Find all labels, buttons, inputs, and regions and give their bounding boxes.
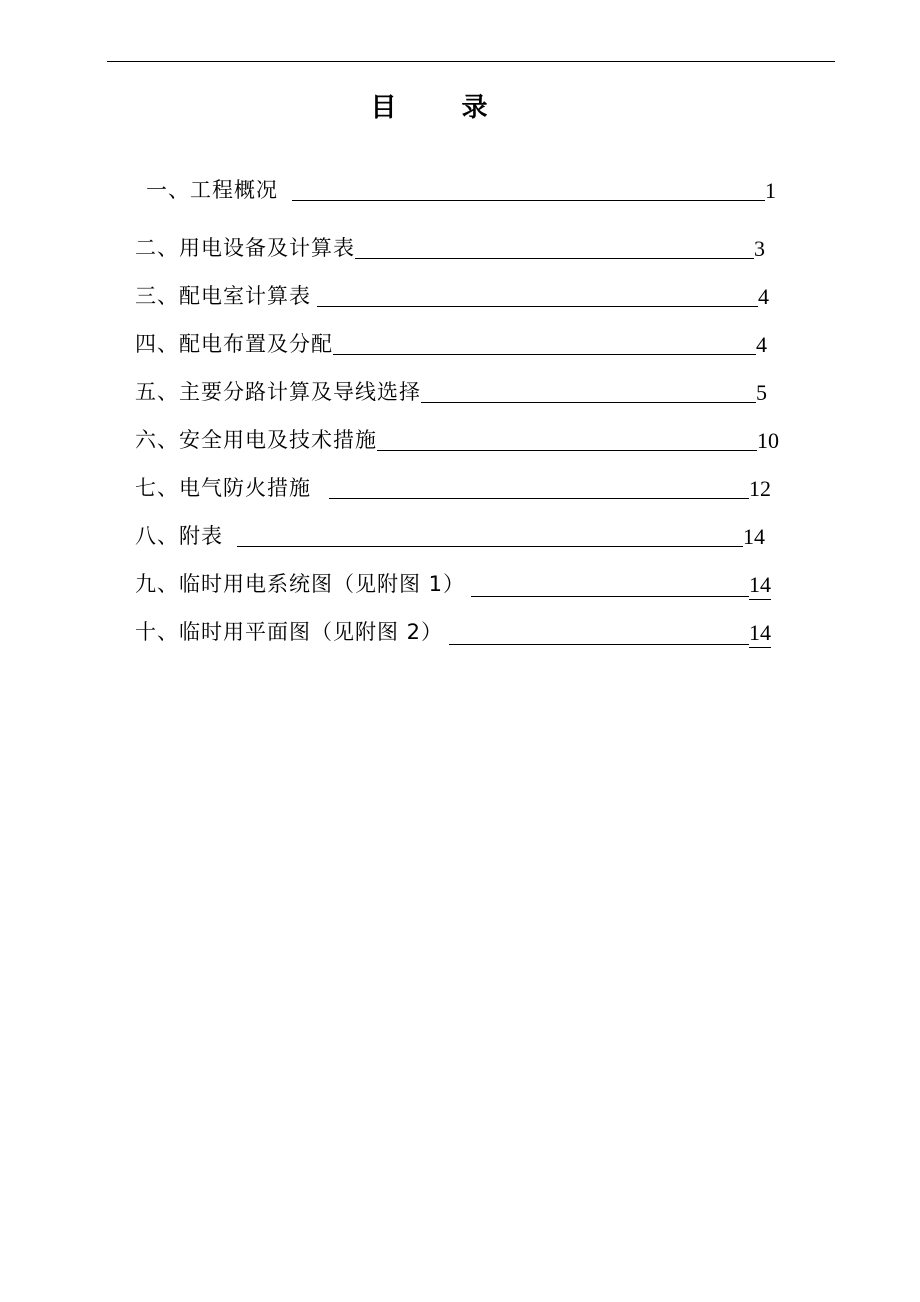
toc-entry-label: 三、配电室计算表 xyxy=(135,284,311,308)
toc-page-number: 5 xyxy=(756,380,767,405)
toc-page-number: 1 xyxy=(765,178,776,203)
toc-page-number: 14 xyxy=(743,524,765,549)
toc-entry-label: 五、主要分路计算及导线选择 xyxy=(135,380,421,404)
toc-leader-line xyxy=(333,353,756,355)
toc-leader-line xyxy=(317,305,758,307)
toc-page-number: 4 xyxy=(756,332,767,357)
toc-entry[interactable] xyxy=(135,230,765,264)
toc-entry[interactable] xyxy=(135,278,769,312)
toc-leader-line xyxy=(237,545,743,547)
toc-leader-line xyxy=(449,643,749,645)
toc-entry-label: 四、配电布置及分配 xyxy=(135,332,333,356)
toc-entry-label: 六、安全用电及技术措施 xyxy=(135,428,377,452)
toc-entry-label: 八、附表 xyxy=(135,524,223,548)
toc-entry[interactable] xyxy=(135,374,767,408)
toc-page-number: 10 xyxy=(757,428,779,453)
toc-leader-line xyxy=(421,401,756,403)
toc-entry[interactable] xyxy=(135,326,767,360)
toc-entry[interactable] xyxy=(135,566,771,600)
toc-entry-label: 二、用电设备及计算表 xyxy=(135,236,355,260)
toc-leader-line xyxy=(292,199,765,201)
toc-entry-label: 一、工程概况 xyxy=(146,178,278,202)
page-title: 目 录 xyxy=(370,93,516,123)
toc-entry[interactable] xyxy=(135,422,779,456)
toc-page-number: 14 xyxy=(749,571,771,600)
toc-page-number: 12 xyxy=(749,476,771,501)
toc-entry-label: 九、临时用电系统图（见附图 1） xyxy=(135,572,466,596)
toc-page-number: 3 xyxy=(754,236,765,261)
toc-entry-label: 十、临时用平面图（见附图 2） xyxy=(135,620,444,644)
toc-leader-line xyxy=(377,449,757,451)
toc-entry[interactable] xyxy=(146,172,776,206)
toc-leader-line xyxy=(471,595,749,597)
toc-leader-line xyxy=(329,497,749,499)
toc-entry[interactable] xyxy=(135,614,771,648)
toc-entry[interactable] xyxy=(135,518,765,552)
toc-entry-label: 七、电气防火措施 xyxy=(135,476,311,500)
toc-page-number: 4 xyxy=(758,284,769,309)
toc-page-number: 14 xyxy=(749,619,771,648)
toc-entry[interactable] xyxy=(135,470,771,504)
toc-leader-line xyxy=(355,257,754,259)
